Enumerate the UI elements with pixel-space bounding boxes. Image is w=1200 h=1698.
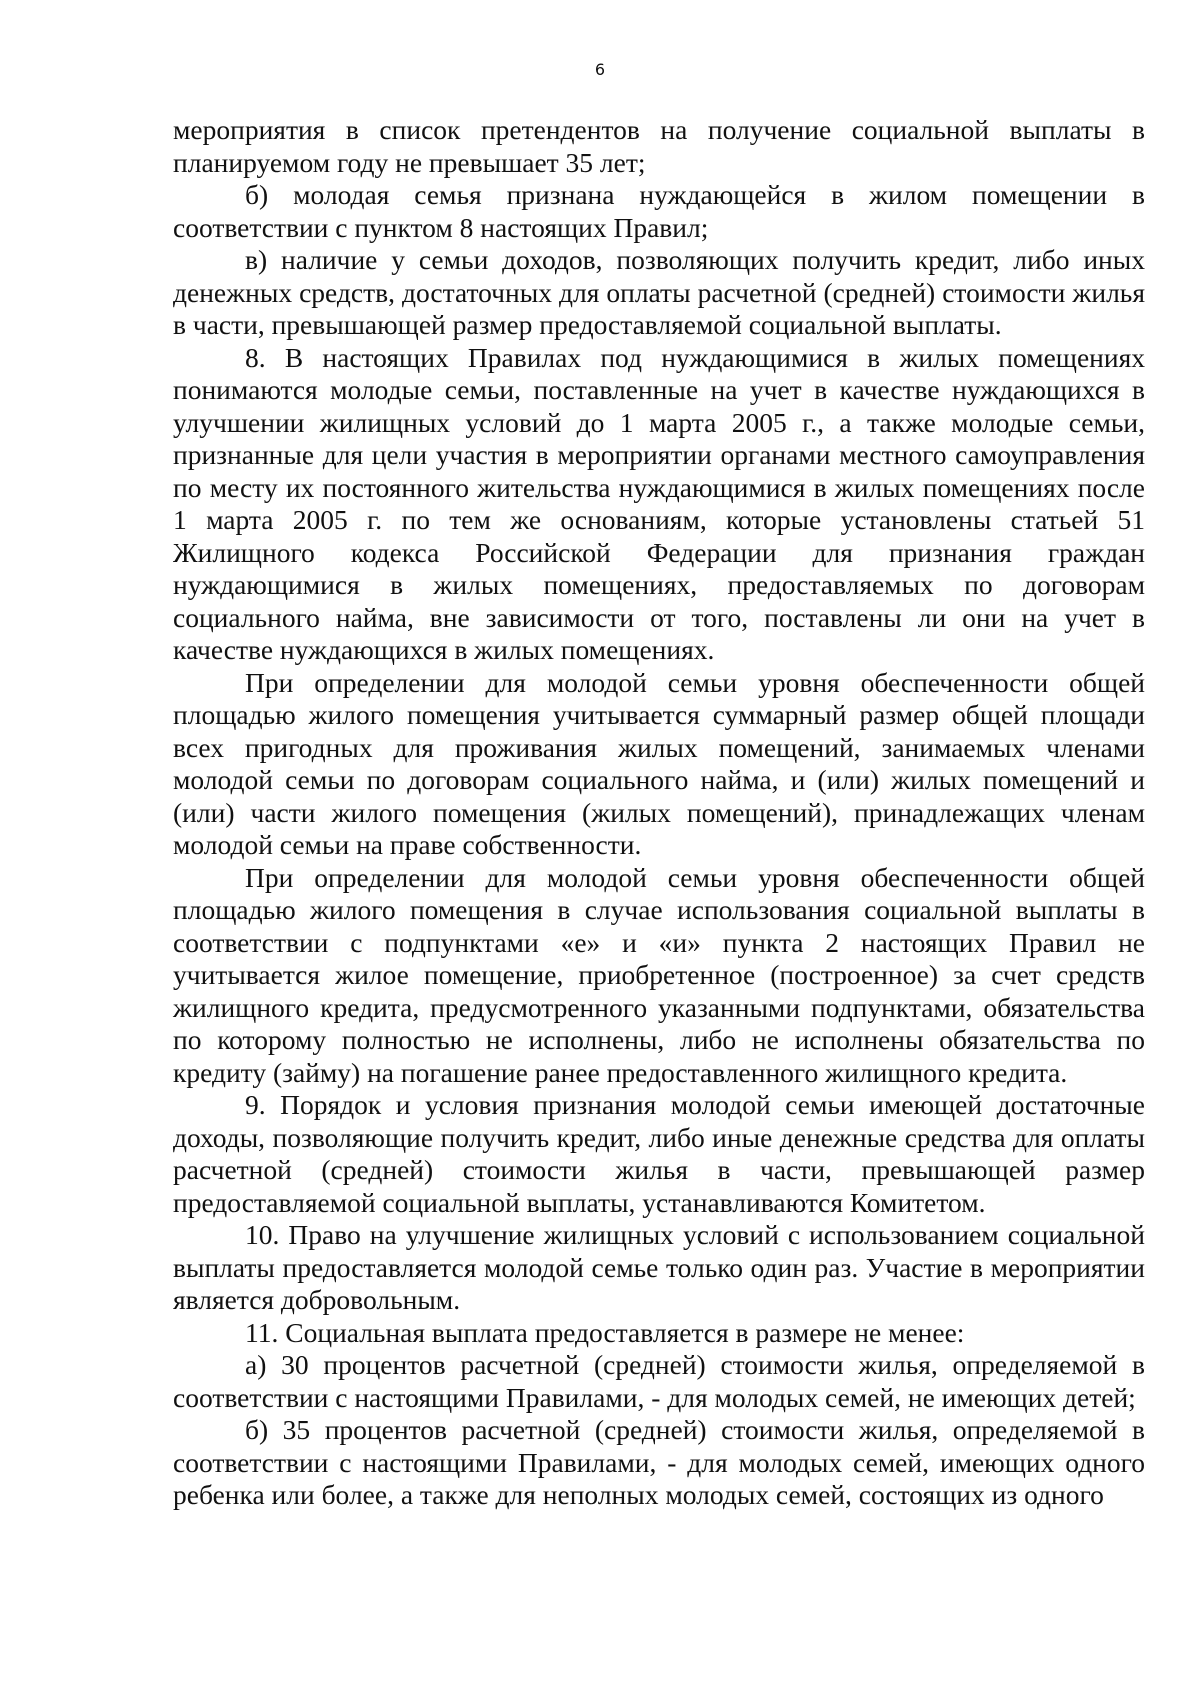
page-number: 6 [594,60,606,79]
paragraph-area-calculation: При определении для молодой семьи уровня обеспеченности общей площадью жилого помещения учитывается суммарный размер общей площади всех пригодных для проживания жилых помещений, занимаемых членами молодой семьи по договорам социального найма, и (или) жилых помещений и (или) части жилого помещения (жилых помещений), принадлежащих членам молодой семьи на праве собственности. [173,666,1145,860]
paragraph-clause-8: 8. В настоящих Правилах под нуждающимися в жилых помещениях понимаются молодые семьи, поставленные на учет в качестве нуждающихся в улучшении жилищных условий до 1 марта 2005 г., а также молодые семьи, признанные для цели участия в мероприятии органами местного самоуправления по месту их постоянного жительства нуждающимися в жилых помещениях после 1 марта 2005 г. по тем же основаниям, которые установлены статьей 51 Жилищного кодекса Российской Федерации для признания граждан нуждающимися в жилых помещениях, предоставляемых по договорам социального найма, вне зависимости от того, поставлены ли они на учет в качестве нуждающихся в жилых помещениях. [173,341,1145,665]
paragraph-clause-10: 10. Право на улучшение жилищных условий с использованием социальной выплаты предоставляется молодой семье только один раз. Участие в мероприятии является добровольным. [173,1219,1145,1315]
paragraph-subitem-a-30-percent: а) 30 процентов расчетной (средней) стоимости жилья, определяемой в соответствии с настоящими Правилами, - для молодых семей, не имеющих детей; [173,1349,1145,1413]
paragraph-clause-11: 11. Социальная выплата предоставляется в размере не менее: [245,1316,965,1348]
paragraph-subitem-v: в) наличие у семьи доходов, позволяющих получить кредит, либо иных денежных средств, достаточных для оплаты расчетной (средней) стоимости жилья в части, превышающей размер предоставляемой социальной выплаты. [173,244,1145,340]
paragraph-continuation: мероприятия в список претендентов на получение социальной выплаты в планируемом году не превышает 35 лет; [173,114,1145,178]
paragraph-area-exclusion: При определении для молодой семьи уровня обеспеченности общей площадью жилого помещения в случае использования социальной выплаты в соответствии с подпунктами «е» и «и» пункта 2 настоящих Правил не учитывается жилое помещение, приобретенное (построенное) за счет средств жилищного кредита, предусмотренного указанными подпунктами, обязательства по которому полностью не исполнены, либо не исполнены обязательства по кредиту (займу) на погашение ранее предоставленного жилищного кредита. [173,861,1145,1088]
document-body [173,114,1145,1512]
paragraph-clause-9: 9. Порядок и условия признания молодой семьи имеющей достаточные доходы, позволяющие получить кредит, либо иные денежные средства для оплаты расчетной (средней) стоимости жилья в части, превышающей размер предоставляемой социальной выплаты, устанавливаются Комитетом. [173,1089,1145,1218]
paragraph-subitem-b-35-percent: б) 35 процентов расчетной (средней) стоимости жилья, определяемой в соответствии с настоящими Правилами, - для молодых семей, имеющих одного ребенка или более, а также для неполных молодых семей, состоящих из одного [173,1414,1145,1510]
paragraph-subitem-b: б) молодая семья признана нуждающейся в жилом помещении в соответствии с пунктом 8 настоящих Правил; [173,179,1145,243]
